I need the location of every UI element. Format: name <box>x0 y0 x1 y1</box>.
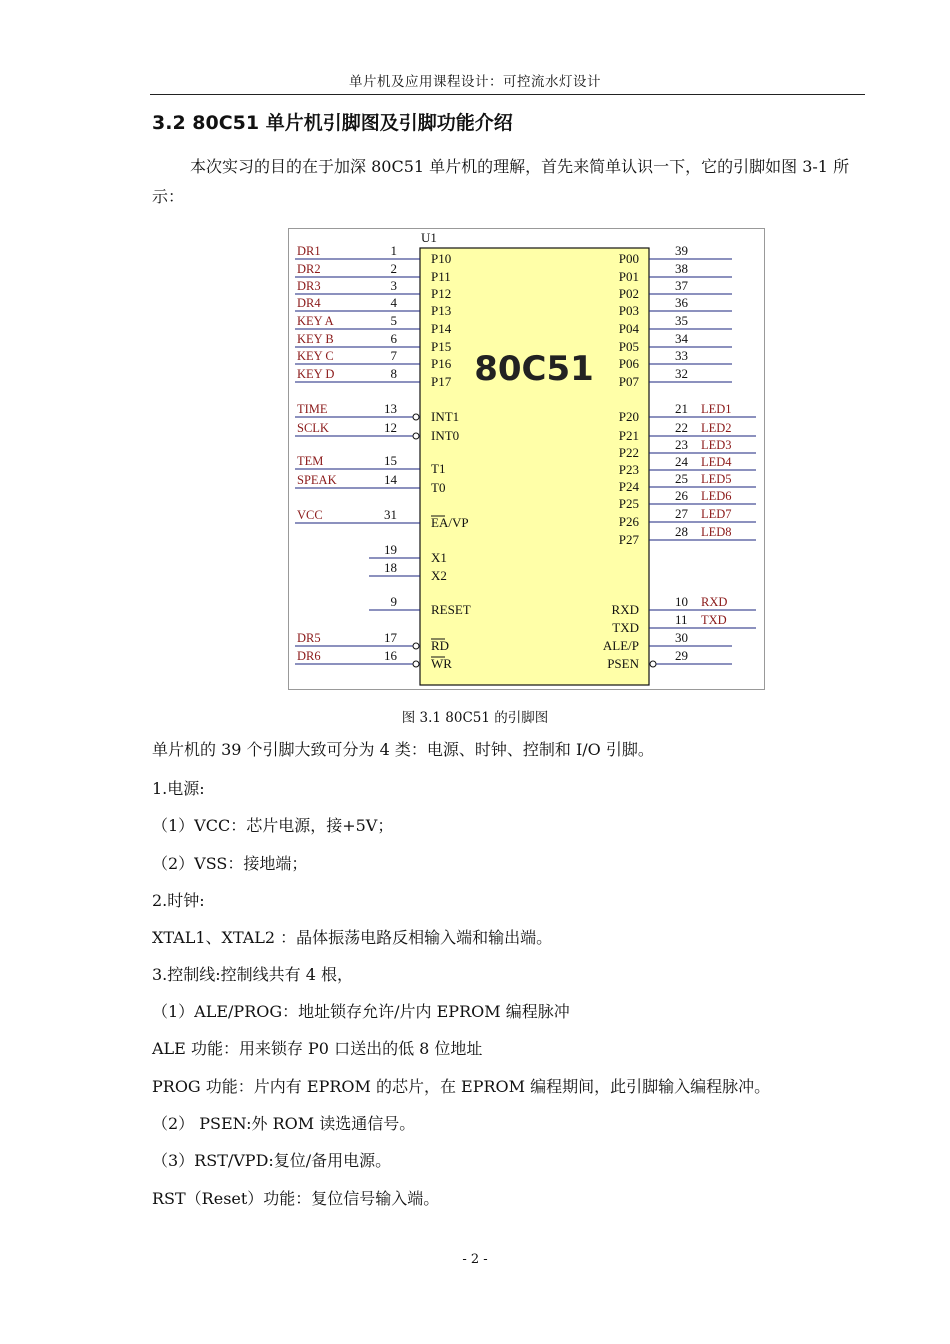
inversion-bubble <box>650 661 656 667</box>
pin-name: X2 <box>431 568 447 583</box>
pin-number: 32 <box>675 366 688 381</box>
pin-name: P00 <box>618 251 639 266</box>
text-line: XTAL1、XTAL2 ：晶体振荡电路反相输入端和输出端。 <box>152 928 553 947</box>
net-label: DR4 <box>297 296 321 310</box>
pin-name: P22 <box>618 445 639 460</box>
pin-name: P25 <box>618 496 639 511</box>
net-label: SPEAK <box>297 473 337 487</box>
net-label: LED7 <box>701 507 732 521</box>
pinout-figure <box>288 228 765 690</box>
pin-name: X1 <box>431 550 447 565</box>
pin-name: P21 <box>618 428 639 443</box>
net-label: LED4 <box>701 455 732 469</box>
net-label: LED6 <box>701 489 732 503</box>
pin-number: 26 <box>675 488 688 503</box>
pin-number: 8 <box>390 366 397 381</box>
pin-number: 34 <box>675 331 688 346</box>
pin-name: INT1 <box>431 409 460 424</box>
pin-number: 21 <box>675 401 688 416</box>
text-line: （1）VCC：芯片电源，接+5V； <box>152 816 394 835</box>
pin-number: 27 <box>675 506 688 521</box>
pin-name: P06 <box>618 356 639 371</box>
pin-number: 25 <box>675 471 688 486</box>
pin-number: 1 <box>390 243 397 258</box>
pin-name: P15 <box>431 339 452 354</box>
text-line: RST（Reset）功能：复位信号输入端。 <box>152 1189 440 1208</box>
text-line: PROG 功能：片内有 EPROM 的芯片，在 EPROM 编程期间，此引脚输入编程脉冲。 <box>152 1077 771 1096</box>
chip-name: 80C51 <box>474 349 594 389</box>
net-label: DR5 <box>297 631 321 645</box>
pin-number: 7 <box>390 348 397 363</box>
pin-number: 28 <box>675 524 688 539</box>
pin-name: P12 <box>431 286 452 301</box>
pinout-schematic <box>289 229 764 689</box>
pin-number: 23 <box>675 437 688 452</box>
net-label: DR3 <box>297 279 321 293</box>
net-label: KEY A <box>297 314 334 328</box>
pin-name: P05 <box>618 339 639 354</box>
net-label: KEY D <box>297 367 335 381</box>
pin-number: 14 <box>384 472 397 487</box>
pin-number: 39 <box>675 243 688 258</box>
pin-number: 29 <box>675 648 688 663</box>
pin-number: 17 <box>384 630 397 645</box>
net-label: TIME <box>297 402 328 416</box>
pin-name: RESET <box>431 602 471 617</box>
pin-name: P01 <box>618 269 639 284</box>
pin-number: 13 <box>384 401 397 416</box>
net-label: DR2 <box>297 262 321 276</box>
pin-name: PSEN <box>607 656 639 671</box>
page-header: 单片机及应用课程设计：可控流水灯设计 <box>349 74 601 90</box>
net-label: KEY C <box>297 349 334 363</box>
pin-name: T1 <box>431 461 446 476</box>
pin-number: 2 <box>390 261 397 276</box>
pin-name: P04 <box>618 321 639 336</box>
pin-number: 18 <box>384 560 397 575</box>
chip-ref-label: U1 <box>421 230 437 245</box>
pin-name: TXD <box>612 620 639 635</box>
pin-number: 9 <box>390 594 397 609</box>
pin-name: RXD <box>611 602 639 617</box>
net-label: DR1 <box>297 244 321 258</box>
pin-number: 36 <box>675 295 688 310</box>
net-label: LED5 <box>701 472 732 486</box>
net-label: RXD <box>701 595 728 609</box>
header-rule <box>150 94 865 95</box>
intro-paragraph: 本次实习的目的在于加深 80C51 单片机的理解，首先来简单认识一下，它的引脚如图 3-1 所示： <box>152 157 850 206</box>
pin-name: P20 <box>618 409 639 424</box>
pin-number: 11 <box>675 612 688 627</box>
pin-number: 35 <box>675 313 688 328</box>
pin-number: 24 <box>675 454 688 469</box>
pin-number: 22 <box>675 420 688 435</box>
inversion-bubble <box>413 661 419 667</box>
net-label: LED2 <box>701 421 732 435</box>
pin-name: EA/VP <box>431 515 469 530</box>
pin-number: 10 <box>675 594 688 609</box>
text-line: （2） PSEN:外 ROM 读选通信号。 <box>152 1114 416 1133</box>
net-label: TEM <box>297 454 324 468</box>
text-line: 1.电源: <box>152 779 205 798</box>
net-label: LED8 <box>701 525 732 539</box>
pin-number: 30 <box>675 630 688 645</box>
pin-number: 12 <box>384 420 397 435</box>
pin-name: P23 <box>618 462 639 477</box>
pin-name: WR <box>431 656 452 671</box>
text-line: 3.控制线:控制线共有 4 根， <box>152 965 354 984</box>
net-label: VCC <box>297 508 323 522</box>
pin-name: INT0 <box>431 428 460 443</box>
pin-name: P26 <box>618 514 639 529</box>
pin-name: P13 <box>431 303 452 318</box>
net-label: SCLK <box>297 421 329 435</box>
pin-name: P02 <box>618 286 639 301</box>
pin-number: 16 <box>384 648 397 663</box>
figure-caption: 图 3.1 80C51 的引脚图 <box>401 710 549 726</box>
text-line: （3）RST/VPD:复位/备用电源。 <box>152 1151 392 1170</box>
pin-name: P27 <box>618 532 639 547</box>
net-label: LED1 <box>701 402 732 416</box>
section-title: 3.2 80C51 单片机引脚图及引脚功能介绍 <box>152 112 513 134</box>
pin-name: P07 <box>618 374 639 389</box>
text-line: （1）ALE/PROG：地址锁存允许/片内 EPROM 编程脉冲 <box>152 1002 570 1021</box>
text-line: （2）VSS：接地端； <box>152 854 308 873</box>
inversion-bubble <box>413 643 419 649</box>
text-line: 2.时钟: <box>152 891 205 910</box>
net-label: KEY B <box>297 332 334 346</box>
net-label: TXD <box>701 613 727 627</box>
text-line: 单片机的 39 个引脚大致可分为 4 类：电源、时钟、控制和 I/O 引脚。 <box>152 740 654 759</box>
pin-name: P17 <box>431 374 452 389</box>
pin-number: 3 <box>390 278 397 293</box>
pin-name: P11 <box>431 269 451 284</box>
pin-name: ALE/P <box>602 638 639 653</box>
pin-name: T0 <box>431 480 446 495</box>
net-label: LED3 <box>701 438 732 452</box>
pin-number: 33 <box>675 348 688 363</box>
pin-name: P24 <box>618 479 639 494</box>
net-label: DR6 <box>297 649 321 663</box>
pin-name: P03 <box>618 303 639 318</box>
pin-number: 38 <box>675 261 688 276</box>
page-number: - 2 - <box>462 1252 488 1267</box>
inversion-bubble <box>413 433 419 439</box>
pin-number: 19 <box>384 542 397 557</box>
pin-number: 37 <box>675 278 688 293</box>
pin-name: P10 <box>431 251 452 266</box>
pin-number: 5 <box>390 313 397 328</box>
pin-name: P14 <box>431 321 452 336</box>
pin-number: 31 <box>384 507 397 522</box>
pin-name: RD <box>431 638 450 653</box>
inversion-bubble <box>413 414 419 420</box>
text-line: ALE 功能：用来锁存 P0 口送出的低 8 位地址 <box>152 1039 483 1058</box>
pin-number: 6 <box>390 331 397 346</box>
pin-number: 4 <box>390 295 397 310</box>
pin-name: P16 <box>431 356 452 371</box>
pin-number: 15 <box>384 453 397 468</box>
